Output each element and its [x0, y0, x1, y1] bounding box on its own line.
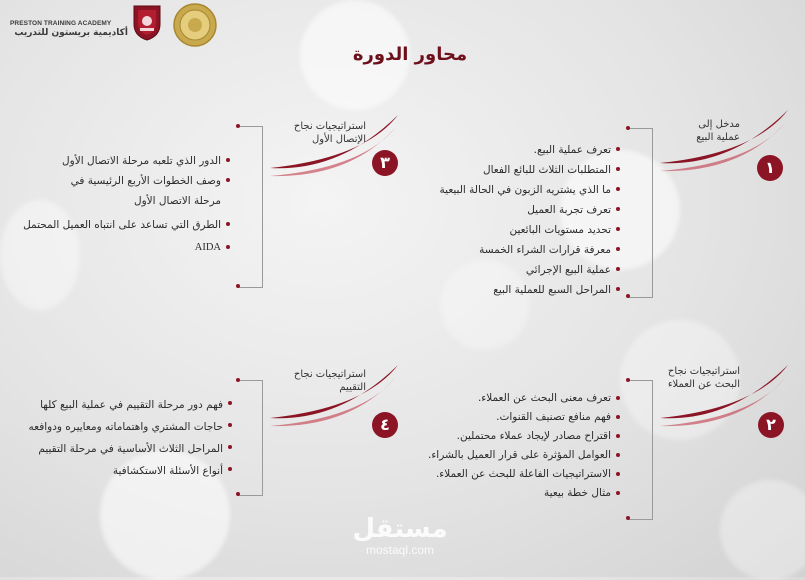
section-1-bracket: [628, 128, 653, 298]
list-item: أنواع الأسئلة الاستكشافية: [10, 460, 232, 482]
bracket-dot: [626, 516, 630, 520]
bracket-dot: [236, 124, 240, 128]
bracket-dot: [626, 126, 630, 130]
bracket-dot: [236, 284, 240, 288]
section-4-bracket: [238, 380, 263, 496]
list-item: ما الذي يشتريه الزبون في الحالة البيعية: [380, 180, 620, 200]
list-item: اقتراح مصادر لإيجاد عملاء محتملين.: [370, 427, 620, 446]
section-4-title-line1: استراتيجيات نجاح: [293, 369, 366, 380]
section-4-number: ٤: [372, 412, 398, 438]
list-item: تعرف تجربة العميل: [380, 200, 620, 220]
list-item: تعرف عملية البيع.: [380, 140, 620, 160]
section-1-items: [380, 140, 620, 300]
academy-shield-icon: [132, 4, 162, 42]
bracket-dot: [626, 294, 630, 298]
section-1-title-line2: عملية البيع: [696, 132, 740, 143]
list-item: الطرق التي تساعد على انتباه العميل المحتمل: [10, 215, 230, 235]
list-item: فهم منافع تصنيف القنوات.: [370, 408, 620, 427]
list-item: مثال خطة بيعية: [370, 484, 620, 503]
list-item-continued: مرحلة الاتصال الأول: [133, 195, 221, 207]
list-item: تعرف معنى البحث عن العملاء.: [370, 389, 620, 408]
section-2-number: ٢: [758, 412, 784, 438]
section-2-title-line2: البحث عن العملاء: [667, 379, 740, 390]
section-2-title: [650, 365, 740, 391]
list-item: المراحل السبع للعملية البيع: [380, 280, 620, 300]
mostaql-watermark: [345, 515, 455, 557]
bracket-dot: [626, 378, 630, 382]
list-item: العوامل المؤثرة على قرار العميل بالشراء.: [370, 446, 620, 465]
watermark-en: mostaql.com: [365, 543, 435, 557]
section-1-title-line1: مدخل إلى: [698, 119, 740, 130]
list-item: المراحل الثلاث الأساسية في مرحلة التقييم: [10, 438, 232, 460]
section-2-title-line1: استراتيجيات نجاح: [667, 366, 740, 377]
section-3-number: ٣: [372, 150, 398, 176]
academy-name-en: PRESTON TRAINING ACADEMY: [10, 20, 112, 27]
list-item: المتطلبات الثلاث للبائع الفعال: [380, 160, 620, 180]
list-item: فهم دور مرحلة التقييم في عملية البيع كلها: [10, 394, 232, 416]
section-2-bracket: [628, 380, 653, 520]
section-2-items: [370, 389, 620, 503]
section-3-items: [10, 151, 230, 258]
list-item: حاجات المشتري واهتماماته ومعاييره ودوافعه: [10, 416, 232, 438]
section-3-title-line2: الإتصال الأول: [311, 134, 366, 145]
section-3-bracket: [238, 126, 263, 288]
list-item: عملية البيع الإجرائي: [380, 260, 620, 280]
quality-seal-icon: [172, 2, 218, 48]
bracket-dot: [236, 492, 240, 496]
section-1-title: [680, 118, 740, 144]
section-4-title-line2: التقييم: [339, 382, 366, 393]
list-item: معرفة قرارات الشراء الخمسة: [380, 240, 620, 260]
section-4-title: [270, 368, 366, 394]
list-item: AIDA: [10, 238, 230, 258]
list-item: الدور الذي تلعبه مرحلة الاتصال الأول: [10, 151, 230, 171]
list-item: تحديد مستويات البائعين: [380, 220, 620, 240]
page-title: محاور الدورة: [352, 44, 468, 65]
bracket-dot: [236, 378, 240, 382]
bokeh-light: [720, 480, 805, 580]
section-3-title-line1: استراتيجيات نجاح: [293, 121, 366, 132]
section-1-number: ١: [757, 155, 783, 181]
section-3-title: [270, 120, 366, 146]
list-item: وصف الخطوات الأربع الرئيسية في: [10, 171, 230, 191]
section-4-items: [10, 394, 232, 482]
watermark-ar: مستقل: [352, 514, 448, 544]
list-item: الاستراتيجيات الفاعلة للبحث عن العملاء.: [370, 465, 620, 484]
academy-name-ar: أكاديمية بريستون للتدريب: [14, 28, 128, 38]
